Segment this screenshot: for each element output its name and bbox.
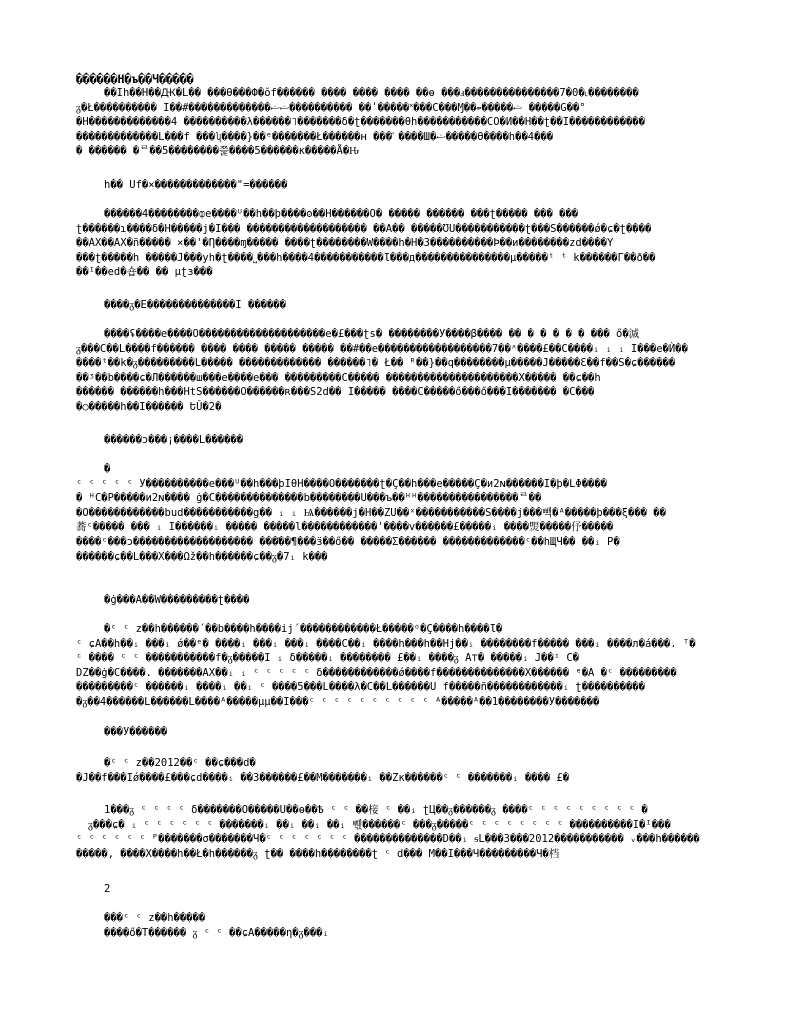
paragraph-line: �○�����h��I������ ԵǓ�2� xyxy=(76,400,222,413)
paragraph-line: �ġ���A��W���������ʈ���� xyxy=(104,594,250,606)
paragraph-line: �O������������bud�����������g�� ᵢ ᵢ Ѩ������j�H��ZU��ˣ�����������Ѕ����j���빽�ᴬ�����þ���ξ��� �� xyxy=(76,506,666,519)
section-heading-2 xyxy=(76,298,744,313)
paragraph-line: �ᶜ ᶜ z��2012��ᶜ ��ɕ���d� xyxy=(104,757,256,769)
paragraph-line: ᶜ ɕA��h��ᵢ ���ᵢ ǿ��ᵉ� ����ᵢ ���ᵢ ���ᵢ ����C��ᵢ ����h���h��Hj��ᵢ ��������f����� ���ᵢ ����л�á���. ᵀ� xyxy=(76,637,696,650)
paragraph-2 xyxy=(76,207,744,280)
paragraph-line: ����ᵗ��k�ᵹ���������L����� ������������� ������˥� Ł�� ᴿ��}��q��������µ�����J�����Ԑ��f��Ѕ�ɕ������ xyxy=(76,357,676,370)
paragraph-line: ��AX��AX�ñ����� ×��'�Ƞ����ɱ����� ����ʈ��������W����h�H�3����������Þ��и��������zd����Y xyxy=(76,237,614,250)
paragraph-line: h�� Uf�×�������������"=������ xyxy=(104,179,288,191)
section-heading-5 xyxy=(76,725,744,740)
paragraph-line: ᶜ ���� ᶜ ᶜ �����������f�ᵹ�����I ᵢ δ�����ᵢ �������� £��ᵢ ����ᵹ A⊤� �����ᵢ J��ᶦ C� xyxy=(76,652,579,665)
paragraph-line: ����ʢ����e����O��������������������e�£���ʈs� ��������У����β���� �� � � � � � ��� ő�滅 xyxy=(104,328,640,340)
section-heading-4 xyxy=(76,593,744,608)
paragraph-line: ᵹ���C��L����f������ ���� ���� ����� ����� ��#��e������������������7��ᶺ����£��C����ᵢ ᵢ ᵢ I���e�Ѝ�� xyxy=(76,342,688,355)
paragraph-line: �����, ����X����h��Ł�h������ᵹ ʈ�� ����h��������ʈ ᶜ d��� M��I���Ч���������Ч�档 xyxy=(76,847,560,860)
paragraph-line: ����ő�T������ ᵹ ᶜ ᶜ ��ɕA�����η�ᵹ���ᵢ xyxy=(104,926,329,939)
paragraph-line: ʈ������ɿ����δ�H�����j�I��� ������������������� ��A�� �����ƱU�����������ʈ���Ѕ������ǿ�ɕ�ʈ���� xyxy=(76,222,652,235)
paragraph-line: ���������ᶜ ������ᵢ ����ᵢ ��ᵢ ᶜ ����5���L����λ�C��L������U f�����ñ������������ᵢ ʈ���������� xyxy=(76,681,645,694)
paragraph-line: � ������ �ᄅ��5��������쯡����5������к�����Ǟ�Ԋ xyxy=(76,145,360,158)
paragraph-line: ᵹ���ɕ� ᵢ ᶜ ᶜ ᶜ ᶜ ᶜ ᶜ �������ᵢ ��ᵢ ��ᵢ ��ᵢ 쀇������ᶜ ���ᵹ�����ᶜ ᶜ ᶜ ᶜ ᶜ ᶜ ᶜ ᶜ ����������I�ᴵ��� xyxy=(88,818,671,831)
paragraph-line: 蕎ᶜ����� ��� ᵢ I������ᵢ ����� �����l������������'����v������£�����ᵢ ����煚�����伃����� xyxy=(76,521,614,534)
paragraph-line: � ᴴC�P�����и2ɴ���� ġ�C��������������b��������U���ъ��ᴴᴴ����������������ᄅ�� xyxy=(76,492,542,505)
paragraph-line: ��ᴵ��еd�숍�� �� µʈз��� xyxy=(76,266,213,279)
paragraph-line: ������ɔ���¡����L������ xyxy=(104,434,244,446)
paragraph-line: ������ɕ��L���X���Ωž��h������ɕ��ᵹ�7ᵢ k��� xyxy=(76,550,328,563)
paragraph-line: ᶜ ᶜ ᶜ ᶜ ᶜ У����������e���ᵁ��h���þIθH����O�������ʈ�Ç��h���e�����Ç�и2ɴ������I�þ�LΦ���� xyxy=(76,477,608,490)
paragraph-line: ������ ������h���ΗtS������O������ʀ���Ѕ2d�� I����� ����C�����ő���ő���I������� �C��� xyxy=(76,386,595,399)
paragraph-line: �ᶜ ᶜ z��h������΄��b����h����ij΄������������Ł�����ᵒ�Ç����h����Ɩ� xyxy=(104,623,503,635)
paragraph-line: ���ᶜ ᶜ z��h����� xyxy=(104,912,206,924)
paragraph-4 xyxy=(76,462,716,564)
paragraph-line: DZ��ġ�C����. �������AX��ᵢ ᵢ ᶜ ᶜ ᶜ ᶜ ᶜ δ������������ǿ����f��������������X������ ᵉ�A �ᶜ ��������� xyxy=(76,666,677,679)
paragraph-line: ��Ih��H��Ԫ�L�� ���Ѳ���Ф�ŏf������ ���� ���� ���� ��ɵ ���ⅎ���������������7�0�˪�������� xyxy=(104,87,639,99)
paragraph-line: ���ʈ�����h �����J���уh�ʈ����˽���h����4�����������Ɩ���д���������������µ�����ᵗ ᵗ k������Г��ð�� xyxy=(76,251,656,264)
paragraph-line: �H�������������4 ����������λ������˥�������δ�ʈ�������θh�����������СO�И��H��ʈ��I������������ xyxy=(76,116,645,129)
paragraph-line: ������4��������ȹe����ᵁ��h��þ����ʘ��H������O� ����� ������ ���ʈ����� ��� ��� xyxy=(104,208,579,220)
paragraph-line: 2 xyxy=(104,883,111,895)
document-title: ������H�ъ��Ч����� xyxy=(76,72,194,86)
paragraph-line: ��ᶾ��b����ɕ�Л������ш���e����e��� ���������C����� ���������������������X����� ��ɕ��h xyxy=(76,371,601,384)
paragraph-number xyxy=(76,882,744,897)
paragraph-line: �ᵹ��4������L������L����ᴬ�����µµ��I���ᶜ ᶜ ᶜ ᶜ ᶜ ᶜ ᶜ ᶜ ᶜ ᶜ ᴬ�����ᴬ��1��������У������� xyxy=(76,695,600,708)
section-heading-1 xyxy=(76,178,744,193)
paragraph-5 xyxy=(76,622,744,710)
paragraph-line: �������������L���f ���ʮ����}��ᵉ�������Ł������ʜ ���҄ ����Ш�ޝ�����ϴ����h��4��� xyxy=(76,130,554,143)
paragraph-line: ���У������ xyxy=(104,726,168,738)
paragraph-line: ᶜ ᶜ ᶜ ᶜ ᶜ ᶜ ᴾ�������σ�������Ч�ᶜ ᶜ ᶜ ᶜ ᶜ ᶜ ᶜ ��������������D��ᵢ ᵴL���3���2012����������� ᵥ���h������ xyxy=(76,833,700,846)
paragraph-line: �J��f���Iǿ����£���ɕd����ᵢ ��3������£��M�������ᵢ ��Zκ������ᶜ ᶜ �������ᵢ ���� £� xyxy=(76,771,570,784)
paragraph-3 xyxy=(76,327,744,415)
section-heading-3 xyxy=(76,433,744,448)
paragraph-8 xyxy=(76,911,744,940)
paragraph-line: ����ᶜ���ɔ������������������� ���҄��¶���ӟ��ő�� �����Σ������ �������������ᶜ��hЩЧ�� ��ᵢ P� xyxy=(76,535,620,548)
paragraph-line: 1���ᵹ ᶜ ᶜ ᶜ ᶜ δ�������O�����U��ɵ��Ѣ ᶜ ᶜ ��椄 ᶜ ��ᵢ ʈЦ��ᵹ������ᵹ ����ᶜ ᶜ ᶜ ᶜ ᶜ ᶜ ᶜ ᶜ ᶜ � xyxy=(104,804,648,816)
paragraph-line: � xyxy=(104,463,111,475)
paragraph-line: ᵹ�Ł���������� I��#�������������ޝޝ���������� ��ʹ�����˟���C���Ɱ��ޝ�����ބ �����G��° xyxy=(76,101,586,114)
paragraph-6 xyxy=(76,756,744,785)
paragraph-line: ����ᵹ�E��������������I ������ xyxy=(104,299,286,311)
paragraph-7 xyxy=(76,803,744,861)
paragraph-1 xyxy=(76,86,744,159)
